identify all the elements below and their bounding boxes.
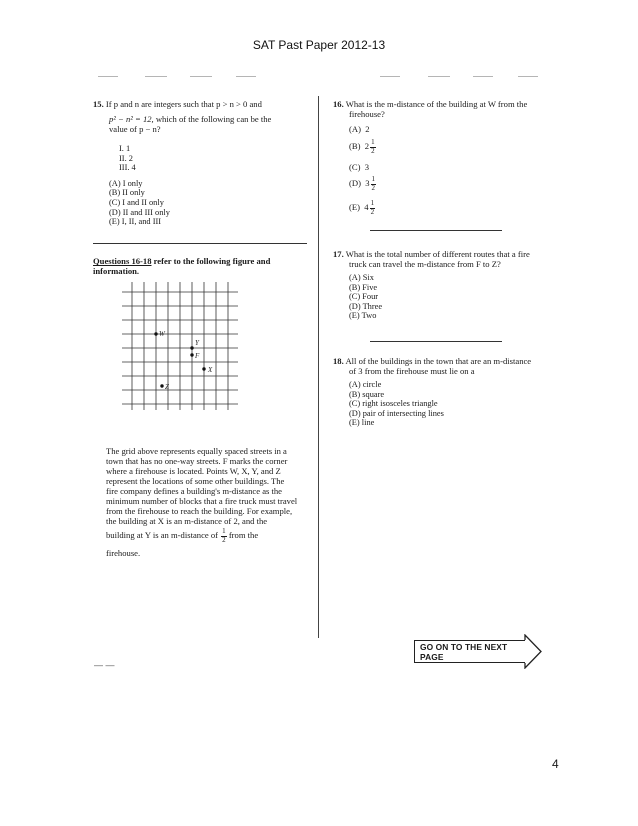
- point-w-label: W: [159, 330, 165, 338]
- fraction-denominator: 2: [371, 146, 375, 155]
- q16-line1: What is the m-distance of the building at W from the: [345, 99, 528, 109]
- q15-line2: which of the following can be the: [153, 114, 272, 124]
- go-on-next-page-box: [414, 640, 526, 663]
- point-y-marker: [190, 346, 193, 349]
- figure-description: [106, 446, 311, 558]
- choice-letter: (A): [349, 124, 361, 134]
- q17-number: 17.: [333, 249, 344, 259]
- q18-line1: All of the buildings in the town that are an m-distance: [345, 356, 532, 366]
- answer-choice[interactable]: (D) Three: [349, 301, 383, 311]
- choice-value: 3: [365, 177, 370, 188]
- answer-choice[interactable]: (B) square: [349, 389, 385, 399]
- page-header-title: SAT Past Paper 2012-13: [252, 38, 386, 52]
- heading-line2: information.: [93, 266, 140, 276]
- paragraph-line: firehouse.: [106, 548, 141, 558]
- heading-range: Questions 16-18: [93, 256, 152, 266]
- grid-lines: [122, 282, 238, 410]
- answer-choice[interactable]: (B) Five: [349, 282, 378, 292]
- choice-letter: (D): [349, 177, 361, 188]
- answer-choice[interactable]: (C) right isosceles triangle: [349, 399, 438, 409]
- paragraph-line: town that has no one-way streets. F marks the corner: [106, 456, 288, 466]
- paragraph-line: the building at X is an m-distance of 2, and the: [106, 516, 268, 526]
- choice-value: 2: [364, 140, 370, 151]
- q15-number: 15.: [93, 99, 104, 109]
- q15-roman-item: II. 2: [119, 153, 133, 163]
- answer-choice[interactable]: (A) Six: [349, 273, 374, 282]
- point-f-label: F: [195, 352, 200, 360]
- answer-choice[interactable]: (A) I only: [109, 178, 143, 188]
- question-15: [93, 99, 308, 227]
- point-y-label: Y: [195, 339, 199, 347]
- questions-16-18-heading: [93, 256, 308, 276]
- paragraph-line: [106, 528, 311, 544]
- fraction-denominator: 2: [370, 207, 375, 216]
- q18-number: 18.: [333, 356, 344, 366]
- heading-rest: refer to the following figure and: [151, 256, 271, 266]
- point-z-label: Z: [165, 383, 169, 391]
- go-on-label: GO ON TO THE NEXT PAGE: [420, 641, 508, 662]
- fraction-denominator: 2: [371, 183, 376, 192]
- q17-line1: What is the total number of different routes that a fire: [345, 249, 530, 259]
- fraction-numerator: 1: [371, 175, 376, 183]
- choice-fraction: [370, 139, 376, 155]
- section-divider: [370, 230, 502, 231]
- choice-letter: (E): [349, 201, 360, 212]
- q15-roman-item: I. 1: [119, 144, 131, 153]
- q15-roman-list: [119, 144, 308, 173]
- q16-choice-b[interactable]: [349, 139, 376, 155]
- paragraph-line: where a firehouse is located. Points W, X, Y, and Z: [106, 466, 281, 476]
- fraction-numerator: 1: [222, 527, 226, 535]
- q16-number: 16.: [333, 99, 344, 109]
- paragraph-line: represent the locations of some other buildings. The: [106, 476, 285, 486]
- paragraph-fragment: building at Y is an m-distance of: [106, 529, 219, 540]
- q15-line3: value of p − n?: [109, 124, 161, 134]
- answer-choice[interactable]: (E) line: [349, 418, 375, 428]
- fraction-numerator: 1: [371, 138, 375, 146]
- answer-choice[interactable]: (D) II and III only: [109, 207, 170, 217]
- point-f-marker: [190, 353, 193, 356]
- question-16: [333, 99, 548, 119]
- choice-fraction: [370, 200, 376, 216]
- paragraph-fragment: from the: [226, 529, 259, 540]
- q18-line2: of 3 from the firehouse must lie on a: [349, 366, 475, 376]
- point-x-marker: [202, 367, 205, 370]
- q16-choice-c[interactable]: [349, 162, 369, 172]
- fraction-denominator: 2: [222, 535, 226, 544]
- point-w-marker: [154, 332, 157, 335]
- q16-choice-d[interactable]: [349, 176, 376, 192]
- q18-choices: [349, 380, 553, 428]
- q15-line1: If p and n are integers such that p > n > 0 and: [105, 99, 262, 109]
- answer-choice[interactable]: (C) I and II only: [109, 197, 164, 207]
- fraction-numerator: 1: [370, 199, 375, 207]
- footer-mark: — —: [94, 660, 115, 670]
- q15-choices: [109, 179, 308, 227]
- section-divider: [93, 243, 307, 244]
- answer-choice[interactable]: (E) Two: [349, 311, 377, 321]
- section-divider: [370, 341, 502, 342]
- street-grid-figure: [120, 278, 242, 418]
- q16-line2: firehouse?: [349, 109, 385, 119]
- q17-line2: truck can travel the m-distance from F to Z?: [349, 259, 501, 269]
- q16-choice-a[interactable]: [349, 124, 370, 134]
- point-x-label: X: [208, 366, 213, 374]
- q17-choices: [349, 273, 553, 321]
- choice-value: 2: [365, 124, 370, 134]
- choice-fraction: [371, 176, 377, 192]
- choice-value: 3: [364, 162, 370, 172]
- choice-letter: (C): [349, 162, 361, 172]
- answer-choice[interactable]: (A) circle: [349, 380, 382, 389]
- q16-choice-e[interactable]: [349, 200, 375, 216]
- answer-choice[interactable]: (D) pair of intersecting lines: [349, 408, 444, 418]
- question-17: [333, 249, 553, 321]
- choice-letter: (B): [349, 140, 361, 151]
- answer-choice[interactable]: (B) II only: [109, 188, 145, 198]
- paragraph-line: from the firehouse to reach the building. For example,: [106, 506, 293, 516]
- column-divider: [318, 96, 319, 638]
- page-number: 4: [552, 757, 559, 771]
- paragraph-line: minimum number of blocks that a fire truck must travel: [106, 496, 298, 506]
- q15-roman-item: III. 4: [119, 163, 136, 173]
- choice-value: 4: [364, 201, 369, 212]
- paragraph-line: The grid above represents equally spaced streets in a: [106, 446, 287, 456]
- answer-choice[interactable]: (C) Four: [349, 292, 379, 302]
- question-18: [333, 356, 553, 428]
- point-z-marker: [160, 384, 163, 387]
- arrow-right-icon: [524, 634, 544, 669]
- answer-choice[interactable]: (E) I, II, and III: [109, 217, 162, 227]
- paragraph-line: fire company defines a building's m-distance as the: [106, 486, 282, 496]
- q15-equation: p² − n² = 12,: [109, 114, 154, 124]
